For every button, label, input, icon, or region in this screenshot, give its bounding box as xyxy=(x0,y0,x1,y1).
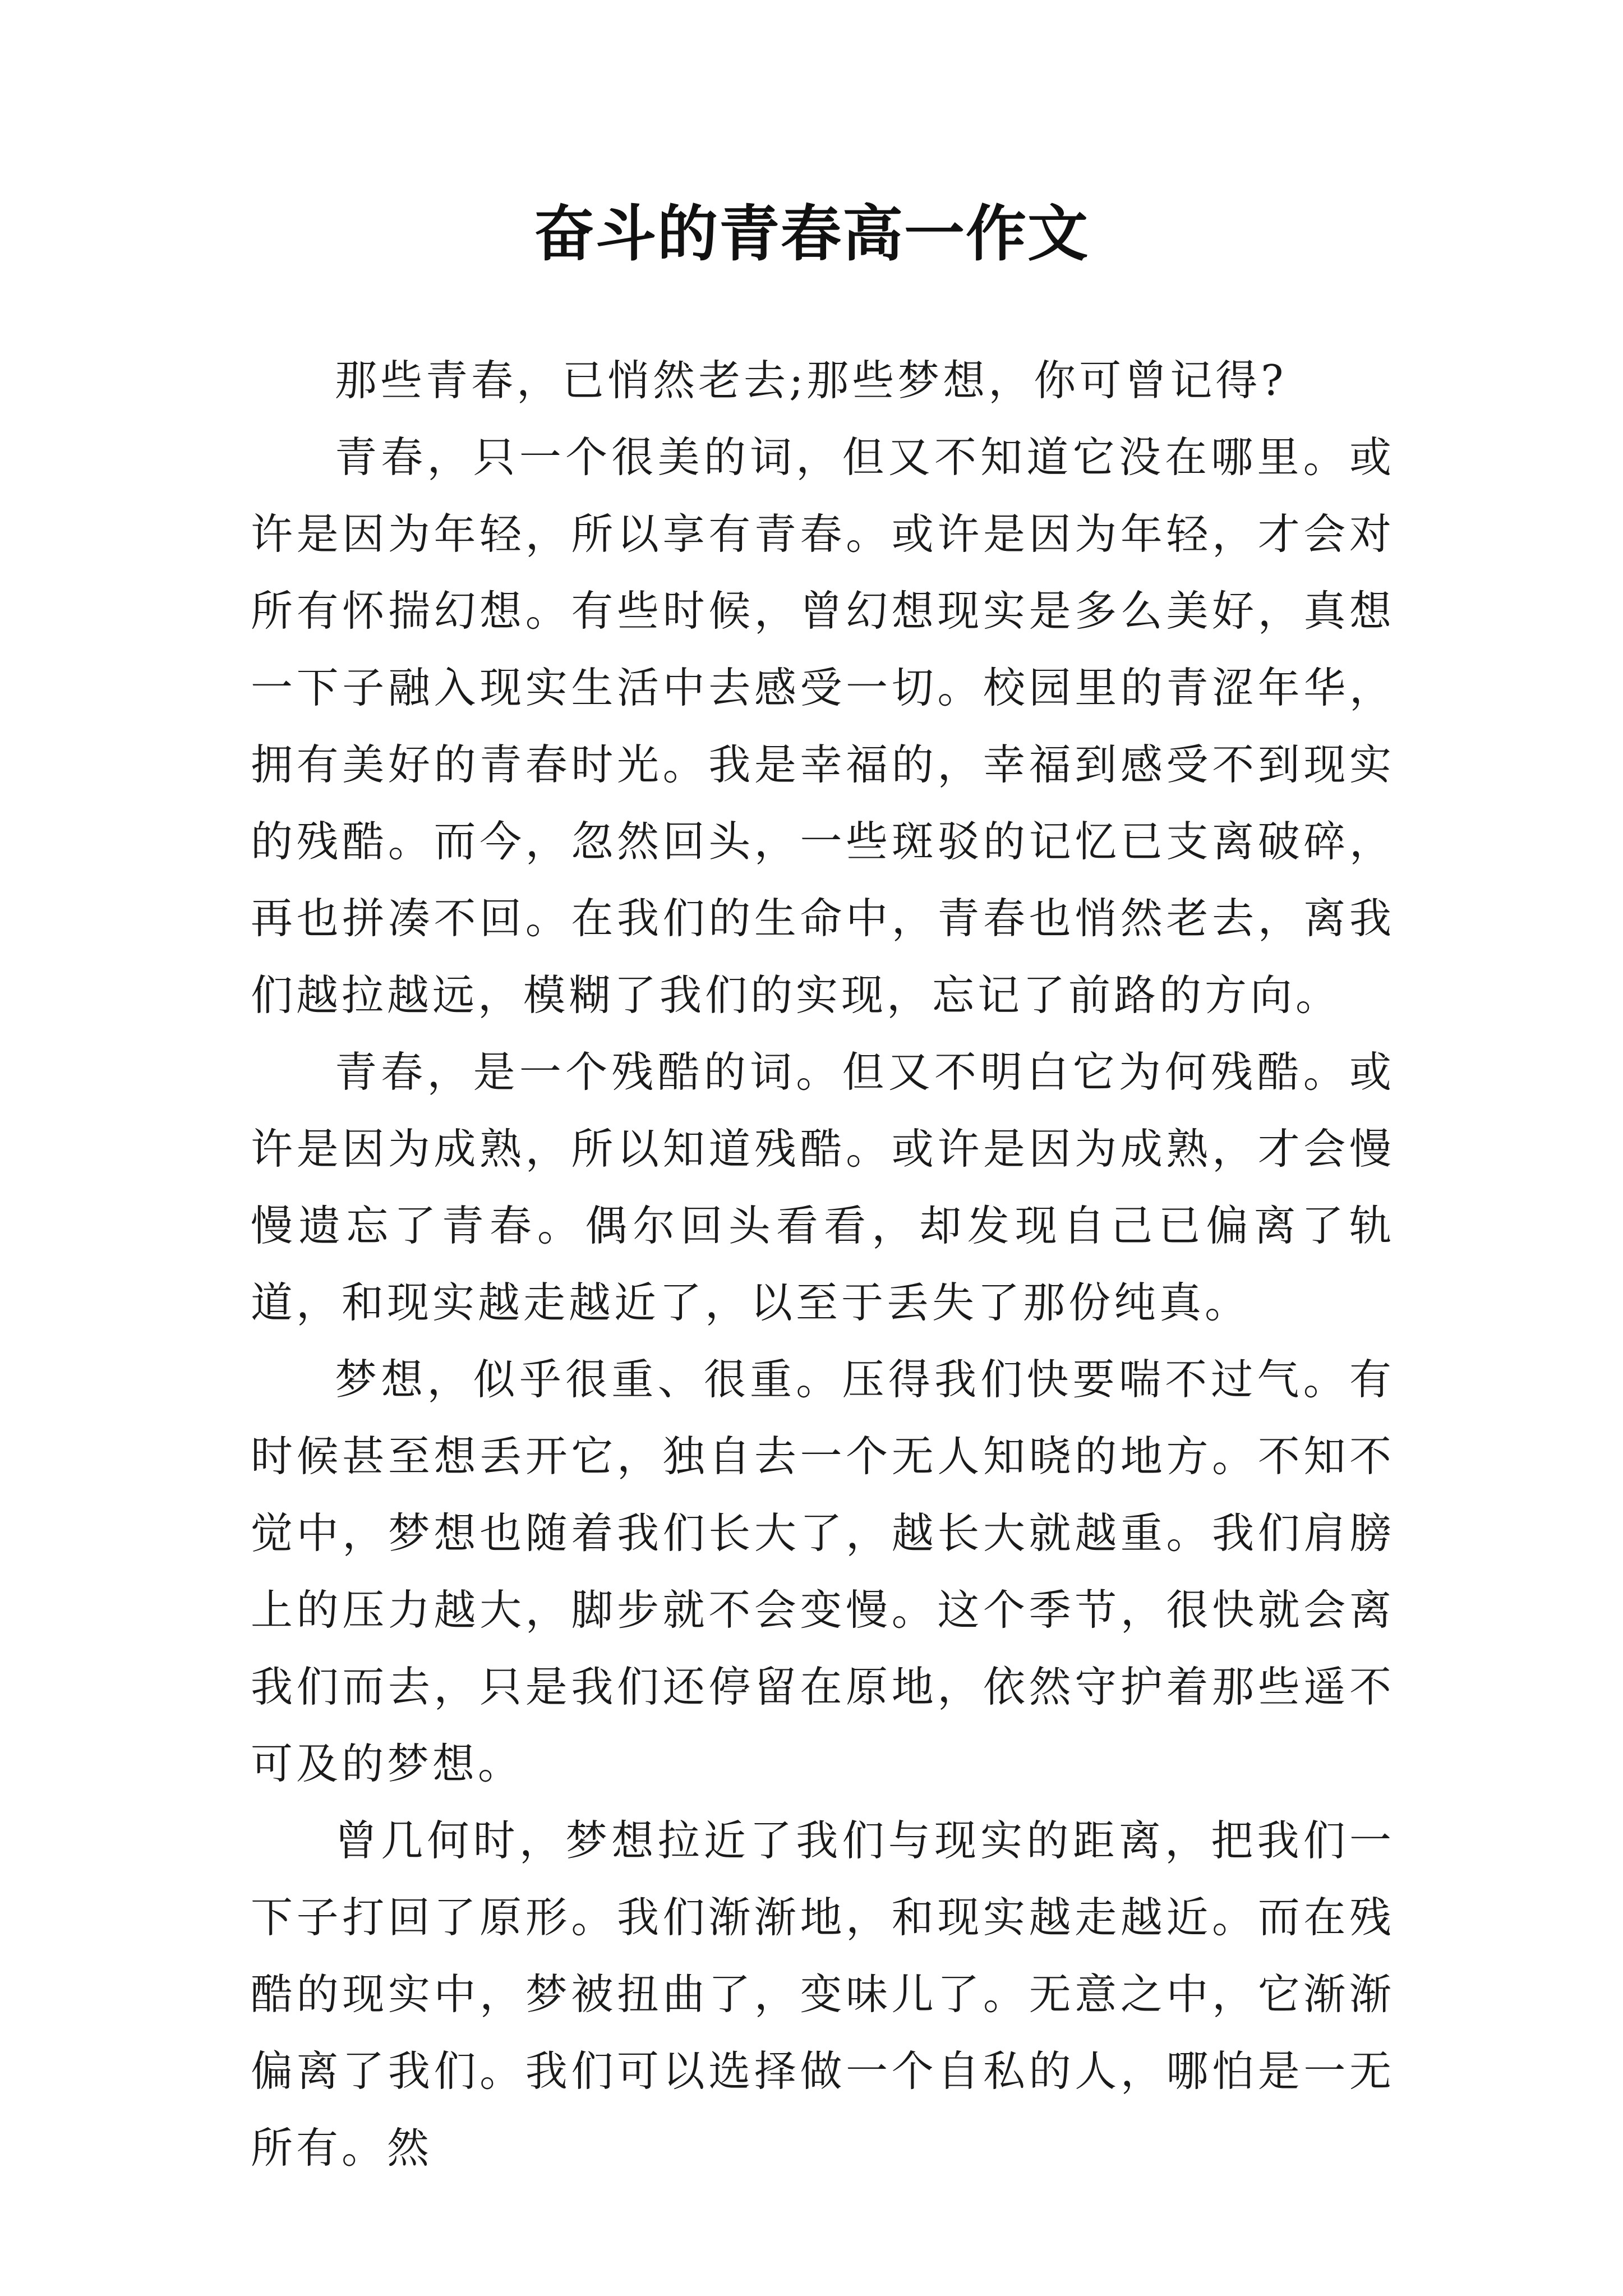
document-body xyxy=(251,342,1395,2187)
paragraph: 梦想，似乎很重、很重。压得我们快要喘不过气。有时候甚至想丢开它，独自去一个无人知晓的地方。不知不觉中，梦想也随着我们长大了，越长大就越重。我们肩膀上的压力越大，脚步就不会变慢。这个季节，很快就会离我们而去，只是我们还停留在原地，依然守护着那些遥不可及的梦想。 xyxy=(251,1355,1395,1788)
paragraph: 青春，是一个残酷的词。但又不明白它为何残酷。或许是因为成熟，所以知道残酷。或许是因为成熟，才会慢慢遗忘了青春。偶尔回头看看，却发现自己已偏离了轨道，和现实越走越近了，以至于丢失了那份纯真。 xyxy=(251,1047,1395,1327)
paragraph: 曾几何时，梦想拉近了我们与现实的距离，把我们一下子打回了原形。我们渐渐地，和现实越走越近。而在残酷的现实中，梦被扭曲了，变味儿了。无意之中，它渐渐偏离了我们。我们可以选择做一个自私的人，哪怕是一无所有。然 xyxy=(251,1816,1395,2173)
document-title: 奋斗的青春高一作文 xyxy=(533,199,1089,269)
paragraph: 青春，只一个很美的词，但又不知道它没在哪里。或许是因为年轻，所以享有青春。或许是因为年轻，才会对所有怀揣幻想。有些时候，曾幻想现实是多么美好，真想一下子融入现实生活中去感受一切。校园里的青涩年华，拥有美好的青春时光。我是幸福的，幸福到感受不到现实的残酷。而今，忽然回头，一些斑驳的记忆已支离破碎，再也拼凑不回。在我们的生命中，青春也悄然老去，离我们越拉越远，模糊了我们的实现，忘记了前路的方向。 xyxy=(251,432,1395,1020)
paragraph: 那些青春，已悄然老去;那些梦想，你可曾记得? xyxy=(335,356,1287,405)
